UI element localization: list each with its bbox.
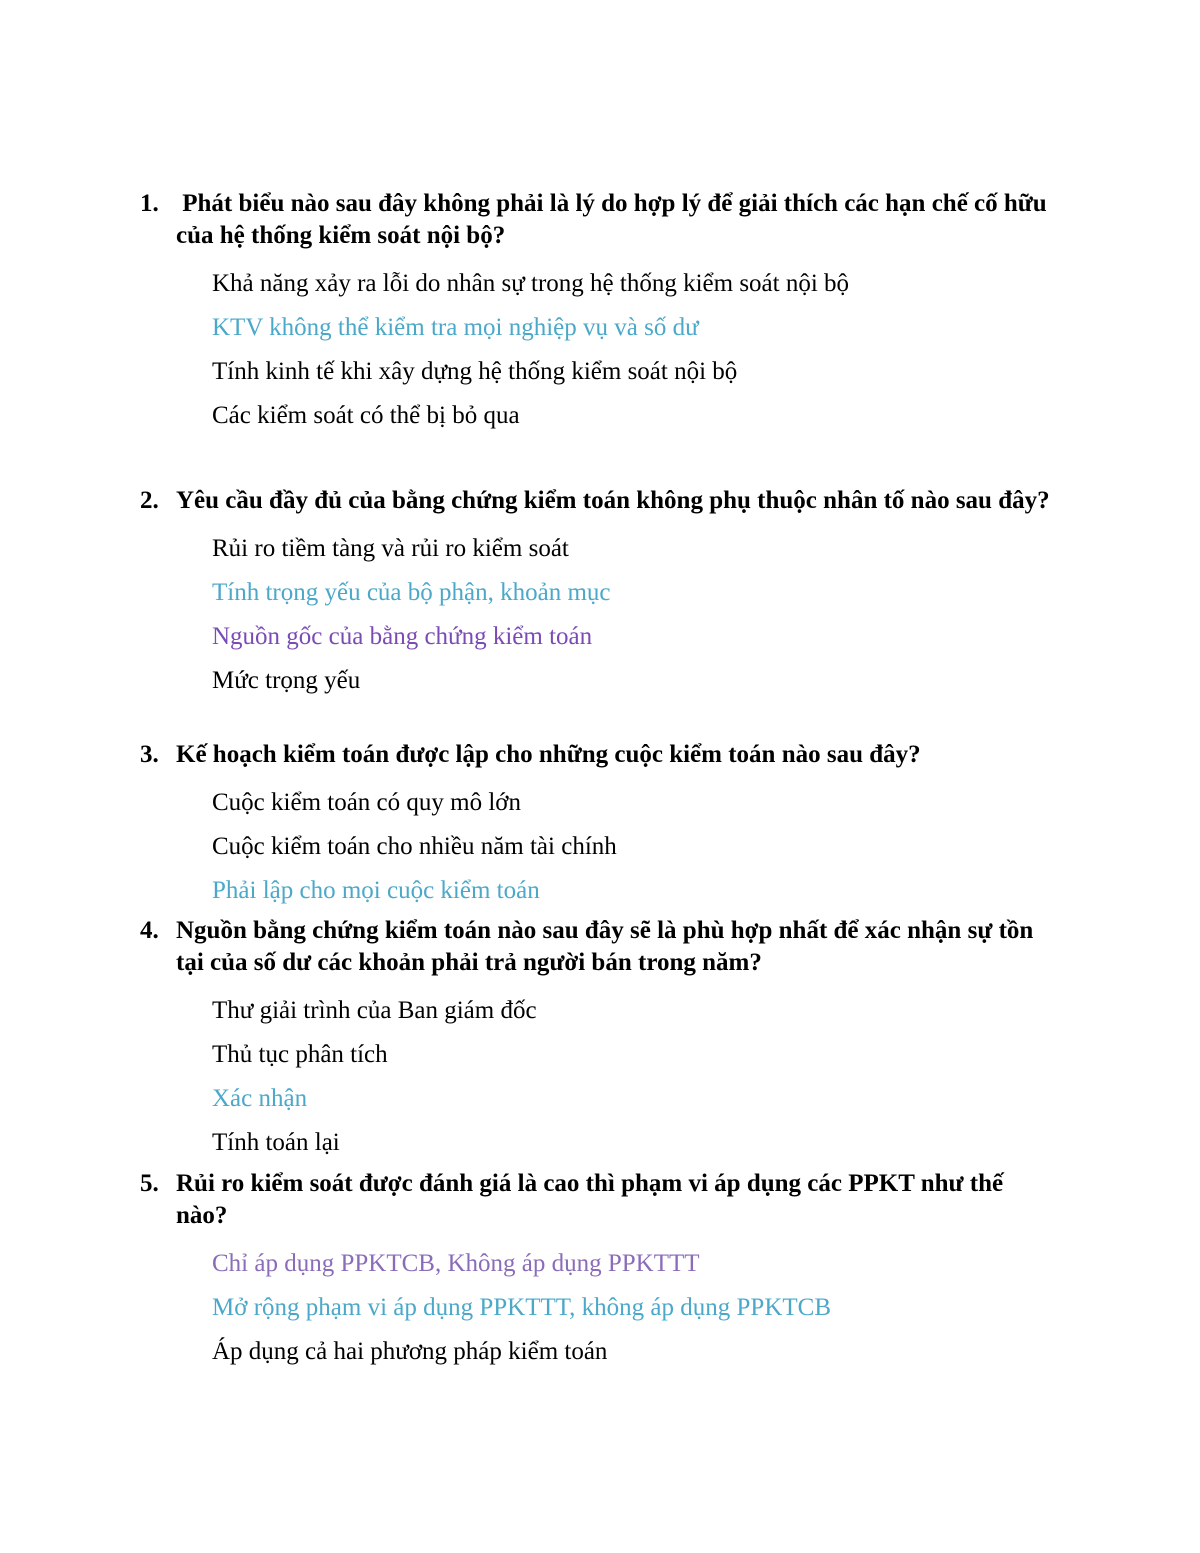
question-header [140,485,1060,517]
answer-option: Mức trọng yếu [212,667,361,694]
question-header [140,739,1060,771]
answer-option: Tính toán lại [212,1129,340,1156]
question-number: 4. [140,917,159,944]
answer-option: Thư giải trình của Ban giám đốc [212,997,537,1024]
answer-option: Khả năng xảy ra lỗi do nhân sự trong hệ thống kiểm soát nội bộ [212,270,850,297]
answer-option: Cuộc kiểm toán có quy mô lớn [212,789,522,816]
answer-option-highlighted: Phải lập cho mọi cuộc kiểm toán [212,877,540,904]
answer-option: Thủ tục phân tích [212,1041,388,1068]
question-text: Phát biểu nào sau đây không phải là lý do hợp lý để giải thích các hạn chế cố hữu của hệ thống kiểm soát nội bộ? [176,190,1053,249]
question-header [140,1168,1060,1232]
answer-option-highlighted: KTV không thể kiểm tra mọi nghiệp vụ và số dư [212,314,699,341]
answer-option: Các kiểm soát có thể bị bỏ qua [212,402,520,429]
answer-option-highlighted: Xác nhận [212,1085,308,1112]
question-1 [140,188,1060,438]
answer-list [140,527,1060,703]
answer-option-highlighted: Chỉ áp dụng PPKTCB, Không áp dụng PPKTTT [212,1250,700,1277]
answer-list [140,989,1060,1165]
answer-option: Cuộc kiểm toán cho nhiều năm tài chính [212,833,617,860]
question-5 [140,1168,1060,1374]
answer-option: Áp dụng cả hai phương pháp kiểm toán [212,1338,608,1365]
answer-option-highlighted: Nguồn gốc của bằng chứng kiểm toán [212,623,593,650]
answer-option-highlighted: Mở rộng phạm vi áp dụng PPKTTT, không áp dụng PPKTCB [212,1294,832,1321]
question-text: Kế hoạch kiểm toán được lập cho những cuộc kiểm toán nào sau đây? [176,741,921,768]
question-3 [140,739,1060,913]
question-text: Rủi ro kiểm soát được đánh giá là cao thì phạm vi áp dụng các PPKT như thế nào? [176,1170,1004,1229]
answer-list [140,262,1060,438]
question-number: 2. [140,487,159,514]
question-number: 3. [140,741,159,768]
question-text: Yêu cầu đầy đủ của bằng chứng kiểm toán không phụ thuộc nhân tố nào sau đây? [176,487,1050,514]
answer-option: Tính kinh tế khi xây dựng hệ thống kiểm soát nội bộ [212,358,738,385]
question-number: 1. [140,190,159,217]
question-2 [140,485,1060,703]
answer-option: Rủi ro tiềm tàng và rủi ro kiểm soát [212,535,569,562]
answer-list [140,781,1060,913]
question-number: 5. [140,1170,159,1197]
question-header [140,915,1060,979]
answer-option-highlighted: Tính trọng yếu của bộ phận, khoản mục [212,579,611,606]
question-text: Nguồn bằng chứng kiểm toán nào sau đây sẽ là phù hợp nhất để xác nhận sự tồn tại của số dư các khoản phải trả người bán trong năm? [176,917,1034,976]
question-4 [140,915,1060,1165]
answer-list [140,1242,1060,1374]
question-header [140,188,1060,252]
